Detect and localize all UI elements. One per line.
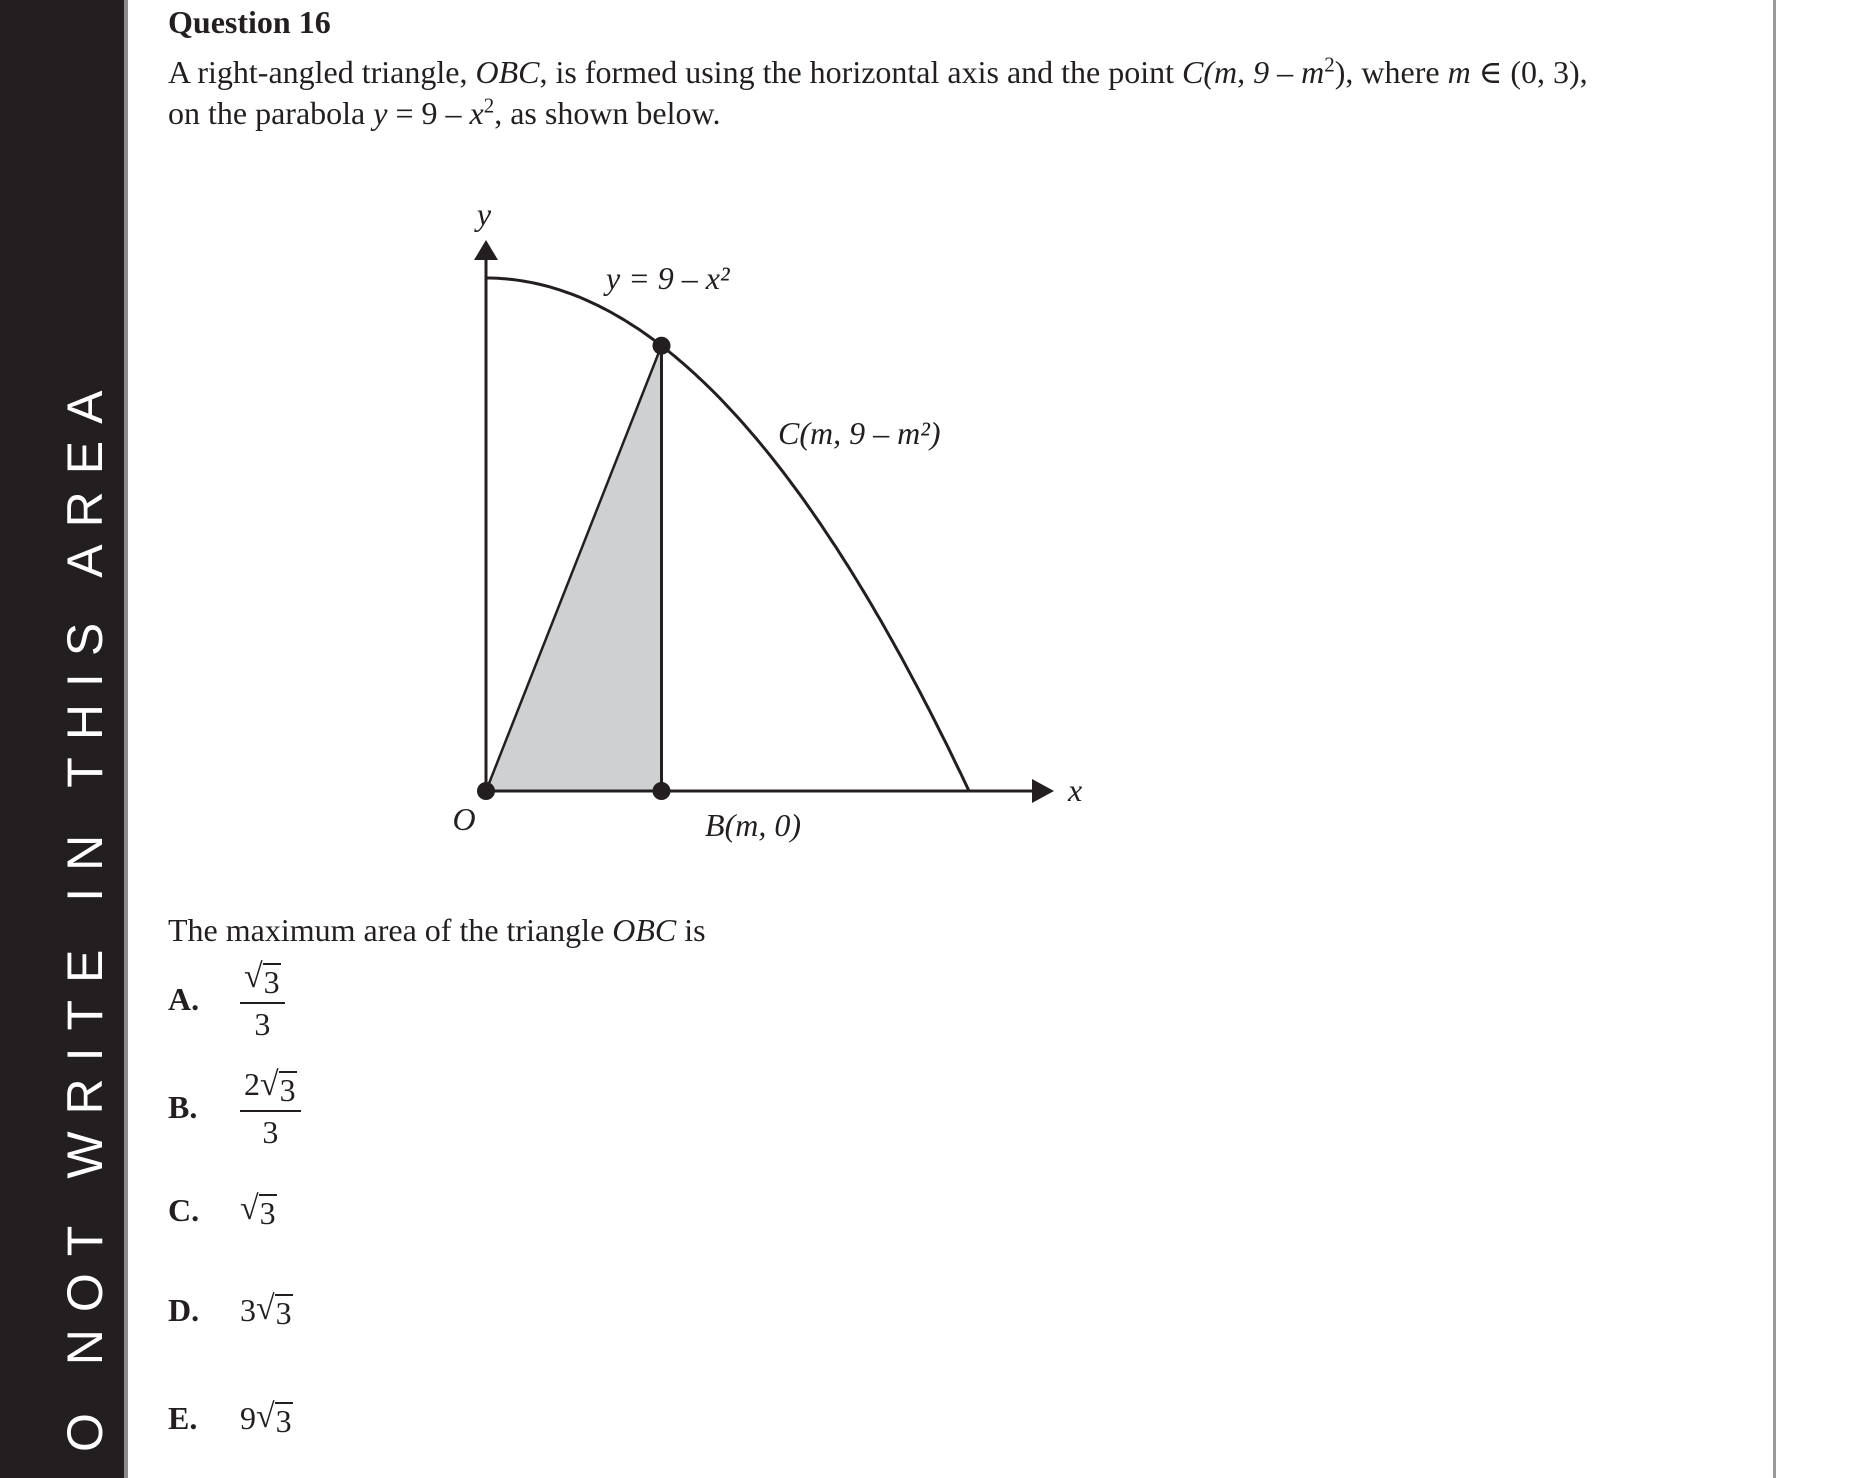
option-e[interactable] (168, 1398, 293, 1438)
radical-sign-icon: √ (244, 958, 263, 995)
option-value-fraction (240, 958, 285, 1040)
stem-variable-y: y (373, 95, 388, 131)
stem-text: ), where (1334, 54, 1448, 90)
stem-point-c: C(m, 9 – m (1182, 54, 1325, 90)
option-letter: E. (168, 1399, 198, 1436)
option-letter: D. (168, 1291, 200, 1328)
radicand: 3 (275, 1295, 292, 1331)
option-value-radical (256, 1398, 293, 1438)
question-title: Question 16 (168, 4, 331, 40)
stem-text: = 9 – (387, 95, 470, 131)
option-value-fraction (240, 1066, 301, 1148)
point-b-label: B(m, 0) (705, 807, 801, 843)
stem-text: ∈ (0, 3), (1470, 54, 1588, 90)
radical-sign-icon: √ (256, 1290, 275, 1327)
stem-superscript: 2 (483, 93, 495, 118)
margin-notice: O NOT WRITE IN THIS AREA (57, 373, 113, 1452)
point-b (652, 782, 670, 800)
radical-sign-icon: √ (260, 1066, 279, 1103)
stem-text: , is formed using the horizontal axis and the point (539, 54, 1183, 90)
denominator: 3 (254, 1006, 271, 1042)
option-letter: A. (168, 980, 200, 1017)
option-value-radical (256, 1290, 293, 1330)
option-value-radical (240, 1190, 277, 1230)
radicand: 3 (275, 1403, 292, 1439)
y-axis-arrow-icon (474, 240, 498, 260)
stem-variable-m: m (1447, 54, 1471, 90)
question-lead (168, 912, 706, 949)
radical-sign-icon: √ (256, 1398, 275, 1435)
option-b[interactable] (168, 1066, 301, 1148)
option-d[interactable] (168, 1290, 293, 1330)
shaded-triangle-obc (486, 346, 661, 791)
stem-variable-x: x (469, 95, 484, 131)
stem-text: , as shown below. (494, 95, 721, 131)
denominator: 3 (262, 1114, 279, 1150)
point-o (477, 782, 495, 800)
origin-label: O (452, 801, 476, 837)
radicand: 3 (259, 1195, 276, 1231)
stem-text: A right-angled triangle, (168, 54, 476, 90)
option-letter: B. (168, 1088, 198, 1125)
radicand: 3 (263, 964, 280, 1000)
lead-text: is (676, 912, 706, 948)
point-c (652, 337, 670, 355)
option-a[interactable] (168, 958, 285, 1040)
curve-label: y = 9 – x² (606, 260, 730, 296)
radicand: 3 (279, 1072, 296, 1108)
radical-sign-icon: √ (240, 1190, 259, 1227)
x-axis-label: x (1068, 772, 1083, 808)
stem-text: on the parabola (168, 95, 374, 131)
point-c-label: C(m, 9 – m²) (778, 415, 941, 451)
option-c[interactable] (168, 1190, 277, 1230)
x-axis-arrow-icon (1032, 779, 1054, 803)
option-coefficient: 3 (240, 1291, 256, 1328)
numerator-coefficient: 2 (244, 1066, 260, 1102)
option-coefficient: 9 (240, 1399, 256, 1436)
y-axis-label: y (476, 196, 492, 232)
lead-triangle-name: OBC (612, 912, 677, 948)
stem-superscript: 2 (1324, 52, 1335, 77)
lead-text: The maximum area of the triangle (168, 912, 613, 948)
option-letter: C. (168, 1191, 200, 1228)
stem-triangle-name: OBC (475, 54, 540, 90)
